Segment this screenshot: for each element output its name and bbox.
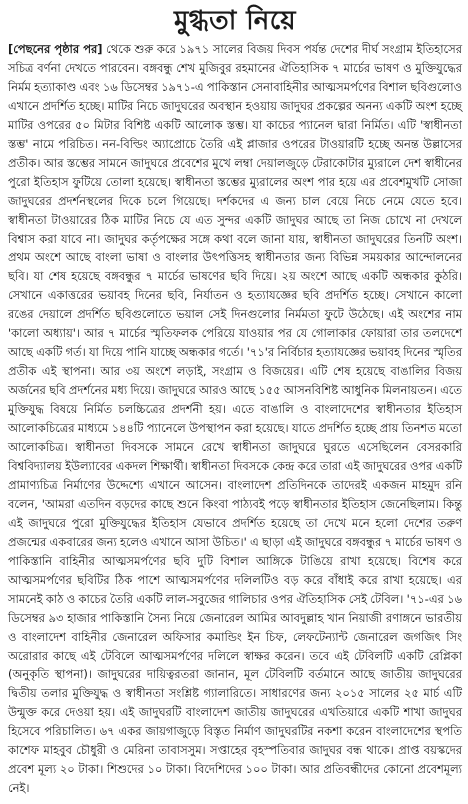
article-body bbox=[8, 40, 462, 798]
article-body-text: থেকে শুরু করে ১৯৭১ সালের বিজয় দিবস পর্যন্ত দেশের দীর্ঘ সংগ্রাম ইতিহাসের সচিত্র বর্ণনা দেখতে পারবেন। বঙ্গবন্ধু শেখ মুজিবুর রহমানের ঐতিহাসিক ৭ মার্চের ভাষণ ও মুক্তিযুদ্ধের নির্মম হত্যাকাণ্ড এবং ১৬ ডিসেম্বর ১৯৭১-এ পাকিস্তান সেনাবাহিনীর আত্মসমর্পণের বিশাল ছবিগুলোও এখানে প্রদর্শিত হচ্ছে। মাটির নিচে জাদুঘরের অবস্থান হওয়ায় জাদুঘর প্রকল্পের অনন্য একটি অংশ হচ্ছে মাটির ওপরের ৫০ মিটার বিশিষ্ট একটি আলোক স্তম্ভ। যা কাচের প্যানেল দ্বারা নির্মিত। এটি 'স্বাধীনতা স্তম্ভ' নামে পরিচিত। নন-বিল্ডিং অ্যাপ্রোচে তৈরি এই প্লাজার ওপরের টাওয়ারটি হচ্ছে অনন্ত উল্লাসের প্রতীক। আর স্তম্ভের সামনে জাদুঘরে প্রবেশের মুখে লম্বা দেয়ালজুড়ে টেরাকোটার ম্যুরালে দেশ স্বাধীনের পুরো ইতিহাস ফুটিয়ে তোলা হয়েছে। স্বাধীনতা স্তম্ভের ম্যুরালের অংশ পার হয়ে এর প্রবেশমুখটি সোজা জাদুঘরের প্রদর্শনস্থলের দিকে চলে গিয়েছে। দর্শকদের এ জন্য চাল বেয়ে নিচে নেমে যেতে হবে। স্বাধীনতা টাওয়ারের ঠিক মাটির নিচে যে এত সুন্দর একটি জাদুঘর আছে তা নিজ চোখে না দেখলে বিশ্বাস করা যাবে না। জাদুঘর কর্তৃপক্ষের সঙ্গে কথা বলে জানা যায়, স্বাধীনতা জাদুঘরের তিনটি অংশ। প্রথম অংশে আছে বাংলা ভাষা ও বাংলার উৎপত্তিসহ স্বাধীনতার জন্য বিভিন্ন সময়কার আন্দোলনের ছবি। যা শেষ হয়েছে বঙ্গবন্ধুর ৭ মার্চের ভাষণের ছবি দিয়ে। ২য় অংশে আছে একটি অন্ধকার কুঠরি। সেখানে একাত্তরের ভয়াবহ দিনের ছবি, নির্যাতন ও হত্যাযজ্ঞের ছবি প্রদর্শিত হচ্ছে। সেখানে কালো রঙের দেয়ালে প্রদর্শিত ছবিগুলোতে ভয়াল সেই দিনগুলোর নির্মমতা ফুটে উঠেছে। এই অংশের নাম 'কালো অধ্যায়'। আর ৭ মার্চের স্মৃতিফলক পেরিয়ে যাওয়ার পর যে গোলাকার ফোয়ারা তার তলদেশে আছে একটি গর্ত। যা দিয়ে পানি যাচ্ছে অন্ধকার গর্তে। '৭১'র নির্বিচার হত্যাযজ্ঞের ভয়াবহ দিনের স্মৃতির প্রতীক এই স্থাপনা। আর ৩য় অংশে লড়াই, সংগ্রাম ও বিজয়ের। এটি শেষ হয়েছে বাঙালির বিজয় অর্জনের ছবি প্রদর্শনের মধ্য দিয়ে। জাদুঘরে আরও আছে ১৫৫ আসনবিশিষ্ট আধুনিক মিলনায়তন। এতে মুক্তিযুদ্ধ বিষয়ে নির্মিত চলচ্চিত্রের প্রদর্শনী হয়। এতে বাঙালি ও বাংলাদেশের স্বাধীনতার ইতিহাস আলোকচিত্রের মাধ্যমে ১৪৪টি প্যানেলে উপস্থাপন করা হয়েছে। যাতে প্রদর্শিত হচ্ছে প্রায় তিনশত মতো আলোকচিত্র। স্বাধীনতা দিবসকে সামনে রেখে স্বাধীনতা জাদুঘরে ঘুরতে এসেছিলেন বেসরকারি বিশ্ববিদ্যালয় ইউল্যাবের একদল শিক্ষার্থী। স্বাধীনতা দিবসকে কেন্দ্র করে তারা এই জাদুঘরের ওপর একটি প্রামাণ্যচিত্র নির্মাণের উদ্দেশ্যে এখানে আসেন। বাংলাদেশ প্রতিদিনকে তাদেরই একজন মাহমুদ রনি বলেন, 'আমরা এতদিন বড়দের কাছে শুনে কিংবা পাঠ্যবই পড়ে স্বাধীনতার ইতিহাস জেনেছিলাম। কিন্তু এই জাদুঘরে পুরো মুক্তিযুদ্ধের ইতিহাস যেভাবে প্রদর্শিত হয়েছে তা দেখে মনে হলো দেশের তরুণ প্রজন্মের একবারের জন্য হলেও এখানে আসা উচিত।' এ ছাড়া এই জাদুঘরে বঙ্গবন্ধুর ৭ মার্চের ভাষণ ও পাকিস্তানি বাহিনীর আত্মসমর্পণের ছবি দুটি বিশাল আঙ্গিকে টাঙিয়ে রাখা হয়েছে। বিশেষ করে আত্মসমর্পণের ছবিটির ঠিক পাশে আত্মসমর্পণের দলিলটিও বড় করে বাঁধাই করে রাখা হয়েছে। এর সামনেই কাঠ ও কাচের তৈরি একটি লাল-সবুজের গালিচার ওপর ঐতিহাসিক সেই টেবিল। '৭১-এর ১৬ ডিসেম্বর ৯৩ হাজার পাকিস্তানি সৈন্য নিয়ে জেনারেল আমির আবদুল্লাহ খান নিয়াজী রণাঙ্গনে ভারতীয় ও বাংলাদেশ বাহিনীর জেনারেল অফিসার কমান্ডিং ইন চিফ, লেফটেন্যান্ট জেনারেল জগজিৎ সিং অরোরার কাছে এই টেবিলে আত্মসমর্পণের দলিলে স্বাক্ষর করেন। তবে এই টেবিলটি একটি রেপ্লিকা (অনুকৃতি স্থাপনা)। জাদুঘরের দায়িত্বরতরা জানান, মূল টেবিলটি বর্তমানে আছে জাতীয় জাদুঘরের দ্বিতীয় তলার মুক্তিযুদ্ধ ও স্বাধীনতা সংশ্লিষ্ট গ্যালারিতে। সাধারণের জন্য ২০১৫ সালের ২৫ মার্চ এটি উন্মুক্ত করে দেওয়া হয়। এই জাদুঘরটি বাংলাদেশ জাতীয় জাদুঘরের এখতিয়ারে একটি শাখা জাদুঘর হিসেবে পরিচালিত। ৬৭ একর জায়গাজুড়ে বিস্তৃত নির্মাণ জাদুঘরটির নকশা করেন বাংলাদেশের স্থপতি কাশেফ মাহবুব চৌধুরী ও মেরিনা তাবাসসুম। সপ্তাহের বৃহস্পতিবার জাদুঘর বন্ধ থাকে। প্রাপ্ত বয়স্কদের প্রবেশ মূল্য ২০ টাকা। শিশুদের ১০ টাকা। বিদেশিদের ১০০ টাকা। আর প্রতিবন্ধীদের কোনো প্রবেশমূল্য নেই। bbox=[8, 42, 462, 796]
continued-from-back-page-tag: [পেছনের পৃষ্ঠার পর] bbox=[8, 42, 103, 56]
article-headline: মুগ্ধতা নিয়ে bbox=[173, 6, 297, 36]
